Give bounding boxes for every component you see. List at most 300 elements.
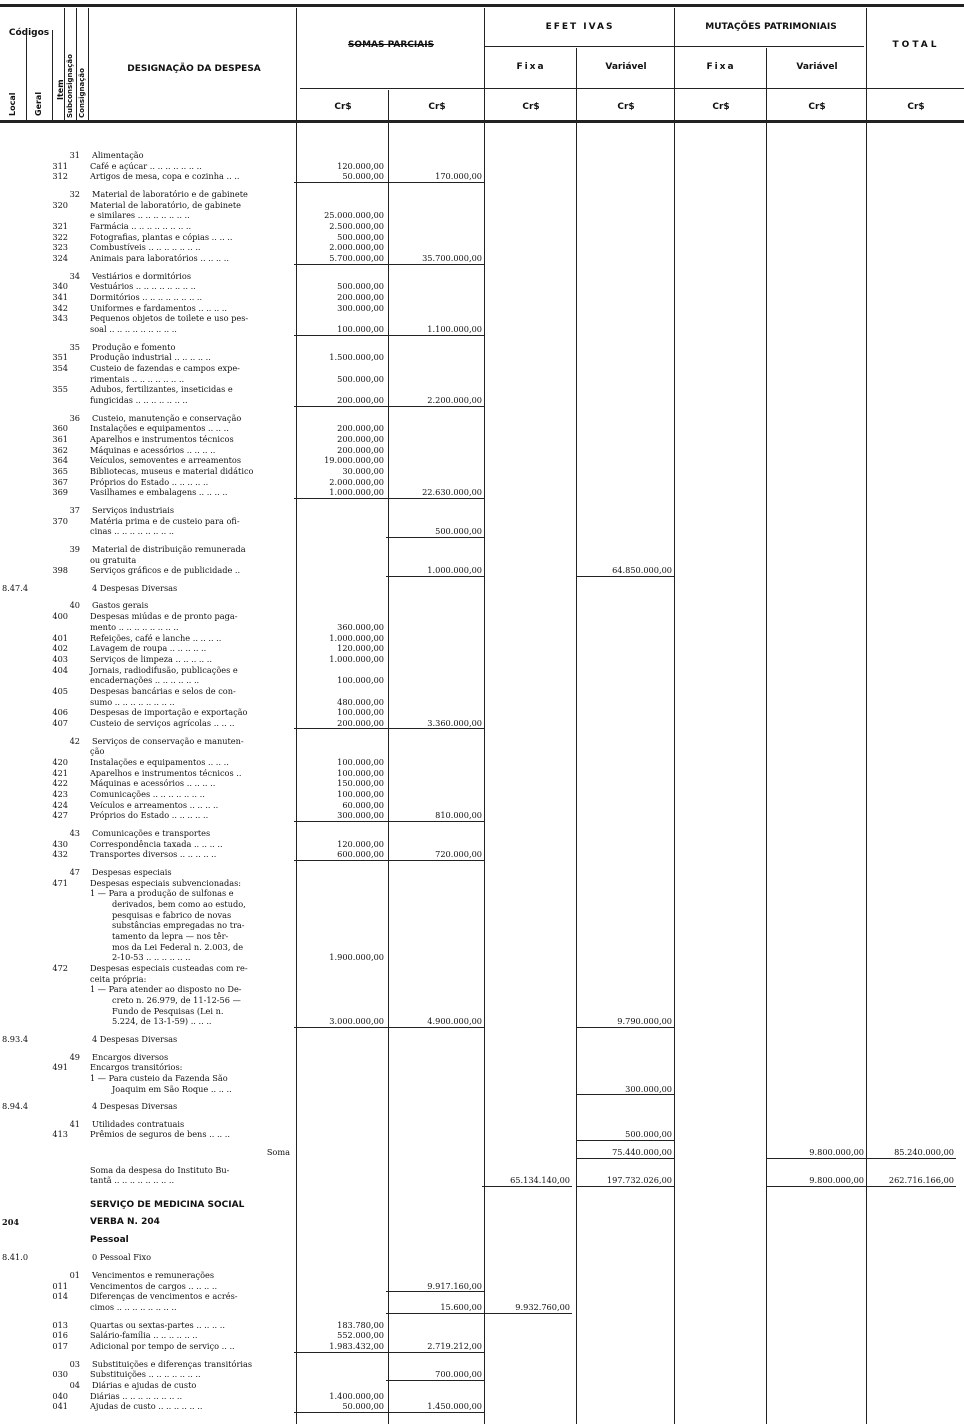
expense-description: Instalações e equipamentos .. .. .. [90, 756, 229, 767]
amount-c1: 1.000.000,00 [329, 487, 384, 498]
table-row [0, 1101, 964, 1111]
item-code: 472 [52, 963, 68, 973]
expense-description: Matéria prima e de custeio para ofi- [90, 515, 240, 526]
table-row [0, 555, 964, 565]
expense-description: 1 — Para custeio da Fazenda São [90, 1072, 228, 1083]
item-code: 323 [52, 242, 68, 253]
header-codigos: Códigos [8, 28, 50, 38]
expense-description: Joaquim em São Roque .. .. .. [112, 1083, 232, 1094]
table-row [0, 1200, 964, 1210]
subtotal-rule [576, 1094, 674, 1095]
amount-c2: 35.700.000,00 [422, 253, 482, 263]
item-code: 405 [52, 685, 68, 696]
table-row [0, 665, 964, 675]
header-designacao: DESIGNAÇÃO DA DESPESA [127, 64, 261, 74]
partial-sum-rule [294, 182, 388, 183]
table-row [0, 1391, 964, 1401]
item-code: 362 [52, 444, 68, 455]
expense-description: Alimentação [92, 150, 144, 160]
item-code: 322 [52, 231, 68, 242]
item-code: 01 [69, 1270, 80, 1280]
expense-description: Artigos de mesa, copa e cozinha .. .. [90, 171, 240, 182]
amount-c1: 200.000,00 [337, 717, 384, 728]
table-row [0, 1401, 964, 1411]
expense-description: Instalações e equipamentos .. .. .. [90, 423, 229, 434]
expense-description: Serviços de conservação e manuten- [92, 735, 244, 746]
header-efet-variavel: Variável [605, 62, 647, 72]
table-row [0, 633, 964, 643]
item-code: 402 [52, 643, 68, 654]
table-row [0, 1252, 964, 1262]
expense-description: Despesas miúdas e de pronto paga- [90, 611, 238, 622]
expense-description: ou gratuita [90, 554, 137, 565]
expense-description: Adubos, fertilizantes, inseticidas e [90, 384, 233, 395]
expense-description: 1 — Para atender ao disposto no De- [90, 984, 242, 995]
table-row [0, 828, 964, 838]
subtotal-rule [576, 1186, 674, 1187]
item-code: 340 [52, 281, 68, 292]
table-row [0, 374, 964, 384]
section-heading: Pessoal [90, 1234, 129, 1245]
col-line-local [26, 30, 27, 122]
currency-col-1: Cr$ [334, 102, 352, 112]
partial-sum-rule [294, 335, 388, 336]
amount-c1: 1.500.000,00 [329, 352, 384, 363]
expense-description: creto n. 26.979, de 11-12-56 — [112, 995, 241, 1005]
table-row [0, 878, 964, 888]
currency-col-6: Cr$ [808, 102, 826, 112]
expense-description: pesquisas e fabrico de novas [112, 909, 232, 920]
header-consignacao: Consignação [78, 68, 86, 118]
amount-c1: 2.500.000,00 [329, 221, 384, 231]
table-row [0, 1281, 964, 1291]
item-code: 040 [52, 1390, 68, 1401]
item-code: 360 [52, 423, 68, 434]
table-row [0, 1016, 964, 1026]
header-mut-variavel: Variável [796, 62, 838, 72]
table-row [0, 675, 964, 685]
item-code: 013 [52, 1319, 68, 1330]
expense-description: Produção e fomento [92, 341, 176, 352]
amount-c1: 19.000.000,00 [324, 455, 384, 466]
table-row [0, 974, 964, 984]
item-code: 04 [69, 1380, 80, 1390]
amount-c1: 3.000.000,00 [329, 1016, 384, 1027]
partial-sum-rule [294, 498, 388, 499]
expense-description: tamento da lepra — nos têr- [112, 930, 229, 941]
amount-c1: 100.000,00 [337, 707, 384, 718]
amount-c1: 25.000.000,00 [324, 210, 384, 221]
table-row [0, 161, 964, 171]
header-subconsignacao: Subconsignação [66, 54, 74, 118]
expense-description: tantã .. .. .. .. .. .. .. .. [90, 1175, 175, 1186]
amount-c1: 2.000.000,00 [329, 476, 384, 487]
expense-description: Veículos, semoventes e arreamentos [90, 455, 242, 466]
table-row [0, 1084, 964, 1094]
amount-c1: 200.000,00 [337, 292, 384, 302]
top-border [0, 4, 964, 7]
amount-c2: 170.000,00 [435, 171, 482, 182]
amount-c1: 600.000,00 [337, 849, 384, 860]
expense-description: Diárias .. .. .. .. .. .. .. .. [90, 1390, 183, 1401]
table-row [0, 952, 964, 962]
amount-c1: 5.700.000,00 [329, 253, 384, 263]
expense-description: Custeio de fazendas e campos expe- [90, 363, 240, 373]
currency-col-7: Cr$ [907, 102, 925, 112]
expense-description: mos da Lei Federal n. 2.003, de [112, 941, 244, 952]
col-line-geral [52, 30, 53, 122]
item-code: 324 [52, 253, 68, 263]
subtotal-rule [864, 1186, 956, 1187]
expense-description: Máquinas e acessórios .. .. .. .. [90, 444, 216, 455]
expense-description: Soma da despesa do Instituto Bu- [90, 1164, 230, 1175]
amount-c1: 500.000,00 [337, 281, 384, 292]
table-row [0, 839, 964, 849]
subtotal-rule [576, 1140, 674, 1141]
item-code: 35 [69, 341, 80, 352]
amount-c2: 15.600,00 [440, 1302, 482, 1313]
expense-description: Salário-família .. .. .. .. .. .. [90, 1330, 198, 1341]
table-row [0, 984, 964, 994]
expense-description: Próprios do Estado .. .. .. .. .. [90, 476, 209, 487]
item-code: 49 [69, 1051, 80, 1062]
item-code: 37 [69, 505, 80, 515]
item-code: 404 [52, 664, 68, 675]
table-row [0, 583, 964, 593]
partial-sum-rule [294, 728, 388, 729]
amount-c2: 500.000,00 [435, 526, 482, 537]
item-code: 311 [52, 160, 68, 171]
expense-description: Prêmios de seguros de bens .. .. .. [90, 1129, 230, 1140]
table-row [0, 778, 964, 788]
table-row [0, 1341, 964, 1351]
currency-col-4: Cr$ [617, 102, 635, 112]
expense-description: 5.224, de 13-1-59) .. .. .. [112, 1016, 212, 1027]
item-code: 355 [52, 384, 68, 395]
subtotal-rule [766, 1158, 866, 1159]
amount-c1: 1.983.432,00 [329, 1341, 384, 1351]
table-row [0, 487, 964, 497]
table-row [0, 654, 964, 664]
table-row [0, 200, 964, 210]
expense-description: Correspondência taxada .. .. .. .. [90, 838, 223, 849]
partial-sum-rule [294, 1352, 388, 1353]
expense-description: Despesas especiais [92, 866, 172, 877]
expense-description: Serviços industriais [92, 505, 175, 515]
table-row [0, 1147, 964, 1157]
table-row [0, 189, 964, 199]
table-row [0, 565, 964, 575]
amount-c2: 1.450.000,00 [427, 1401, 482, 1412]
table-row [0, 1165, 964, 1175]
expense-description: Encargos diversos [92, 1051, 169, 1062]
table-row [0, 768, 964, 778]
amount-c6: 9.800.000,00 [809, 1147, 864, 1157]
amount-c2: 1.100.000,00 [427, 324, 482, 334]
expense-description: Aparelhos e instrumentos técnicos .. [90, 767, 242, 778]
item-code: 017 [52, 1341, 68, 1351]
amount-c1: 1.000.000,00 [329, 632, 384, 643]
expense-description: 0 Pessoal Fixo [92, 1252, 152, 1263]
item-code: 367 [52, 476, 68, 487]
subtotal-rule [386, 1352, 484, 1353]
expense-description: Vencimentos e remunerações [92, 1270, 215, 1280]
table-row [0, 757, 964, 767]
table-row [0, 1073, 964, 1083]
section-heading: VERBA N. 204 [90, 1217, 160, 1228]
amount-c7: 85.240.000,00 [894, 1147, 954, 1157]
expense-description: ção [90, 746, 105, 757]
expense-description: encadernações .. .. .. .. .. .. [90, 675, 200, 686]
table-row [0, 253, 964, 263]
amount-c1: 120.000,00 [337, 643, 384, 654]
expense-description: mento .. .. .. .. .. .. .. .. [90, 621, 179, 632]
table-row [0, 942, 964, 952]
table-row [0, 718, 964, 728]
expense-description: Despesas especiais custeadas com re- [90, 963, 248, 973]
expense-description: rimentais .. .. .. .. .. .. .. [90, 373, 185, 384]
amount-c2: 4.900.000,00 [427, 1016, 482, 1027]
item-code: 041 [52, 1401, 68, 1412]
table-row [0, 1302, 964, 1312]
table-row [0, 920, 964, 930]
subtotal-rule [864, 1158, 956, 1159]
expense-description: Comunicações .. .. .. .. .. .. .. [90, 788, 205, 799]
header-geral: Geral [34, 91, 43, 116]
subtotal-rule [386, 728, 484, 729]
reference-code: 8.41.0 [2, 1252, 29, 1263]
expense-description: Custeio de serviços agrícolas .. .. .. [90, 717, 235, 728]
expense-description: Quartas ou sextas-partes .. .. .. .. [90, 1319, 225, 1330]
header-local: Local [8, 92, 17, 116]
item-code: 427 [52, 810, 68, 821]
currency-col-2: Cr$ [428, 102, 446, 112]
item-code: 424 [52, 799, 68, 810]
subtotal-rule [576, 1158, 674, 1159]
expense-description: Custeio, manutenção e conservação [92, 412, 242, 423]
table-row [0, 611, 964, 621]
expense-description: Despesas bancárias e selos de con- [90, 685, 236, 696]
amount-c6: 9.800.000,00 [809, 1175, 864, 1186]
amount-c1: 120.000,00 [337, 838, 384, 849]
amount-c1: 183.780,00 [337, 1319, 384, 1330]
table-row [0, 1129, 964, 1139]
table-row [0, 800, 964, 810]
item-code: 016 [52, 1330, 68, 1341]
expense-description: Combustíveis .. .. .. .. .. .. .. [90, 242, 201, 253]
table-row [0, 1270, 964, 1280]
table-row [0, 995, 964, 1005]
amount-c1: 60.000,00 [342, 799, 384, 810]
header-somas-parciais: SOMAS PARCIAIS [347, 40, 435, 50]
table-row [0, 544, 964, 554]
table-row [0, 697, 964, 707]
item-code: 369 [52, 487, 68, 498]
table-row [0, 931, 964, 941]
item-code: 406 [52, 707, 68, 718]
expense-description: Encargos transitórios: [90, 1062, 183, 1073]
table-row [0, 242, 964, 252]
item-code: 413 [52, 1129, 68, 1140]
item-code: 491 [52, 1062, 68, 1073]
expense-description: Vestiários e dormitórios [92, 270, 192, 281]
table-row [0, 643, 964, 653]
item-code: 421 [52, 767, 68, 778]
amount-c1: 100.000,00 [337, 767, 384, 778]
expense-description: 1 — Para a produção de sulfonas e [90, 888, 234, 899]
expense-description: Material de distribuição remunerada [92, 543, 246, 554]
expense-description: Aparelhos e instrumentos técnicos [90, 434, 234, 444]
amount-c2: 700.000,00 [435, 1369, 482, 1380]
amount-c1: 30.000,00 [342, 466, 384, 476]
amount-c1: 200.000,00 [337, 423, 384, 434]
reference-code: 204 [2, 1217, 20, 1228]
subtotal-rule [386, 576, 484, 577]
amount-c2: 720.000,00 [435, 849, 482, 860]
subtotal-rule [386, 821, 484, 822]
item-code: 432 [52, 849, 68, 860]
item-code: 03 [69, 1358, 80, 1369]
item-code: 014 [52, 1291, 68, 1302]
table-row [0, 1217, 964, 1227]
expense-description: Dormitórios .. .. .. .. .. .. .. .. [90, 292, 203, 302]
partial-sum-rule [294, 860, 388, 861]
expense-description: Substituições .. .. .. .. .. .. .. [90, 1369, 201, 1380]
item-code: 430 [52, 838, 68, 849]
amount-c4: 64.850.000,00 [612, 565, 672, 576]
amount-c1: 100.000,00 [337, 756, 384, 767]
expense-description: 2-10-53 .. .. .. .. .. .. [112, 952, 191, 963]
expense-description: Diferenças de vencimentos e acrés- [90, 1291, 238, 1302]
item-code: 398 [52, 565, 68, 576]
table-row [0, 849, 964, 859]
expense-description: Soma [266, 1147, 290, 1157]
currency-col-3: Cr$ [522, 102, 540, 112]
expense-description: Refeições, café e lanche .. .. .. .. [90, 632, 222, 643]
expense-description: 4 Despesas Diversas [92, 582, 178, 593]
header-mutacoes: MUTAÇÕES PATRIMONIAIS [705, 22, 837, 32]
subtotal-rule [386, 182, 484, 183]
amount-c1: 120.000,00 [337, 160, 384, 171]
expense-description: Serviços de limpeza .. .. .. .. .. [90, 653, 212, 664]
header-item: Item [56, 79, 65, 100]
expense-description: fungicidas .. .. .. .. .. .. .. [90, 395, 188, 405]
expense-description: 4 Despesas Diversas [92, 1101, 178, 1112]
col-line-cons [88, 8, 89, 122]
expense-description: Veículos e arreamentos .. .. .. .. [90, 799, 219, 810]
subtotal-rule [386, 537, 484, 538]
expense-description: substâncias empregadas no tra- [112, 920, 245, 931]
table-row [0, 1006, 964, 1016]
item-code: 422 [52, 778, 68, 789]
expense-description: sumo .. .. .. .. .. .. .. .. [90, 696, 175, 707]
currency-col-5: Cr$ [712, 102, 730, 112]
expense-description: Vestuários .. .. .. .. .. .. .. .. [90, 281, 196, 292]
table-row [0, 1062, 964, 1072]
amount-c1: 200.000,00 [337, 395, 384, 405]
amount-c2: 9.917.160,00 [427, 1280, 482, 1291]
amount-c2: 22.630.000,00 [422, 487, 482, 498]
subtotal-rule [482, 1186, 572, 1187]
expense-description: Uniformes e fardamentos .. .. .. .. [90, 302, 228, 313]
table-row [0, 423, 964, 433]
table-row [0, 221, 964, 231]
item-code: 401 [52, 632, 68, 643]
header-total: TOTAL [892, 40, 940, 50]
subtotal-rule [386, 1027, 484, 1028]
expense-description: Vasilhames e embalagens .. .. .. .. [90, 487, 228, 498]
amount-c1: 50.000,00 [342, 171, 384, 182]
header-efet-fixa: Fixa [516, 62, 546, 72]
expense-description: Produção industrial .. .. .. .. .. [90, 352, 211, 363]
table-row [0, 352, 964, 362]
table-row [0, 324, 964, 334]
table-row [0, 477, 964, 487]
expense-description: Material de laboratório e de gabinete [92, 188, 248, 199]
amount-c1: 300.000,00 [337, 302, 384, 313]
table-row [0, 281, 964, 291]
table-row [0, 171, 964, 181]
item-code: 400 [52, 611, 68, 622]
item-code: 41 [69, 1118, 80, 1129]
expense-description: Fotografias, plantas e cópias .. .. .. [90, 231, 233, 242]
item-code: 36 [69, 412, 80, 423]
table-row [0, 1380, 964, 1390]
table-row [0, 686, 964, 696]
table-row [0, 342, 964, 352]
amount-c2: 3.360.000,00 [427, 717, 482, 728]
item-code: 31 [69, 150, 80, 160]
table-row [0, 445, 964, 455]
amount-c2: 1.000.000,00 [427, 565, 482, 576]
expense-description: e similares .. .. .. .. .. .. .. [90, 210, 190, 221]
table-row [0, 455, 964, 465]
subtotal-rule [576, 1027, 674, 1028]
amount-c4: 75.440.000,00 [612, 1147, 672, 1157]
amount-c3: 65.134.140,00 [510, 1175, 570, 1186]
item-code: 420 [52, 756, 68, 767]
item-code: 361 [52, 434, 68, 444]
expense-description: Vencimentos de cargos .. .. .. .. [90, 1280, 218, 1291]
expense-description: Próprios do Estado .. .. .. .. .. [90, 810, 209, 821]
item-code: 43 [69, 827, 80, 838]
amount-c1: 100.000,00 [337, 324, 384, 334]
amount-c1: 360.000,00 [337, 621, 384, 632]
table-row [0, 707, 964, 717]
amount-c1: 50.000,00 [342, 1401, 384, 1412]
amount-c1: 150.000,00 [337, 778, 384, 789]
table-row [0, 466, 964, 476]
item-code: 342 [52, 302, 68, 313]
expense-description: Fundo de Pesquisas (Lei n. [112, 1005, 224, 1016]
table-row [0, 1052, 964, 1062]
expense-description: Diárias e ajudas de custo [92, 1380, 197, 1390]
expense-description: Animais para laboratórios .. .. .. .. [90, 253, 229, 263]
subtotal-rule [386, 860, 484, 861]
expense-description: Lavagem de roupa .. .. .. .. .. [90, 643, 207, 654]
amount-c4: 9.790.000,00 [617, 1016, 672, 1027]
amount-c2: 2.719.212,00 [427, 1341, 482, 1351]
item-code: 423 [52, 788, 68, 799]
expense-description: soal .. .. .. .. .. .. .. .. .. [90, 324, 177, 334]
subtotal-rule [386, 1313, 484, 1314]
subtotal-rule [386, 264, 484, 265]
subtotal-rule [766, 1186, 866, 1187]
expense-description: Despesas de importação e exportação [90, 707, 248, 718]
expense-description: Substituições e diferenças transitórias [92, 1358, 253, 1369]
item-code: 370 [52, 515, 68, 526]
amount-c3: 9.932.760,00 [515, 1302, 570, 1313]
